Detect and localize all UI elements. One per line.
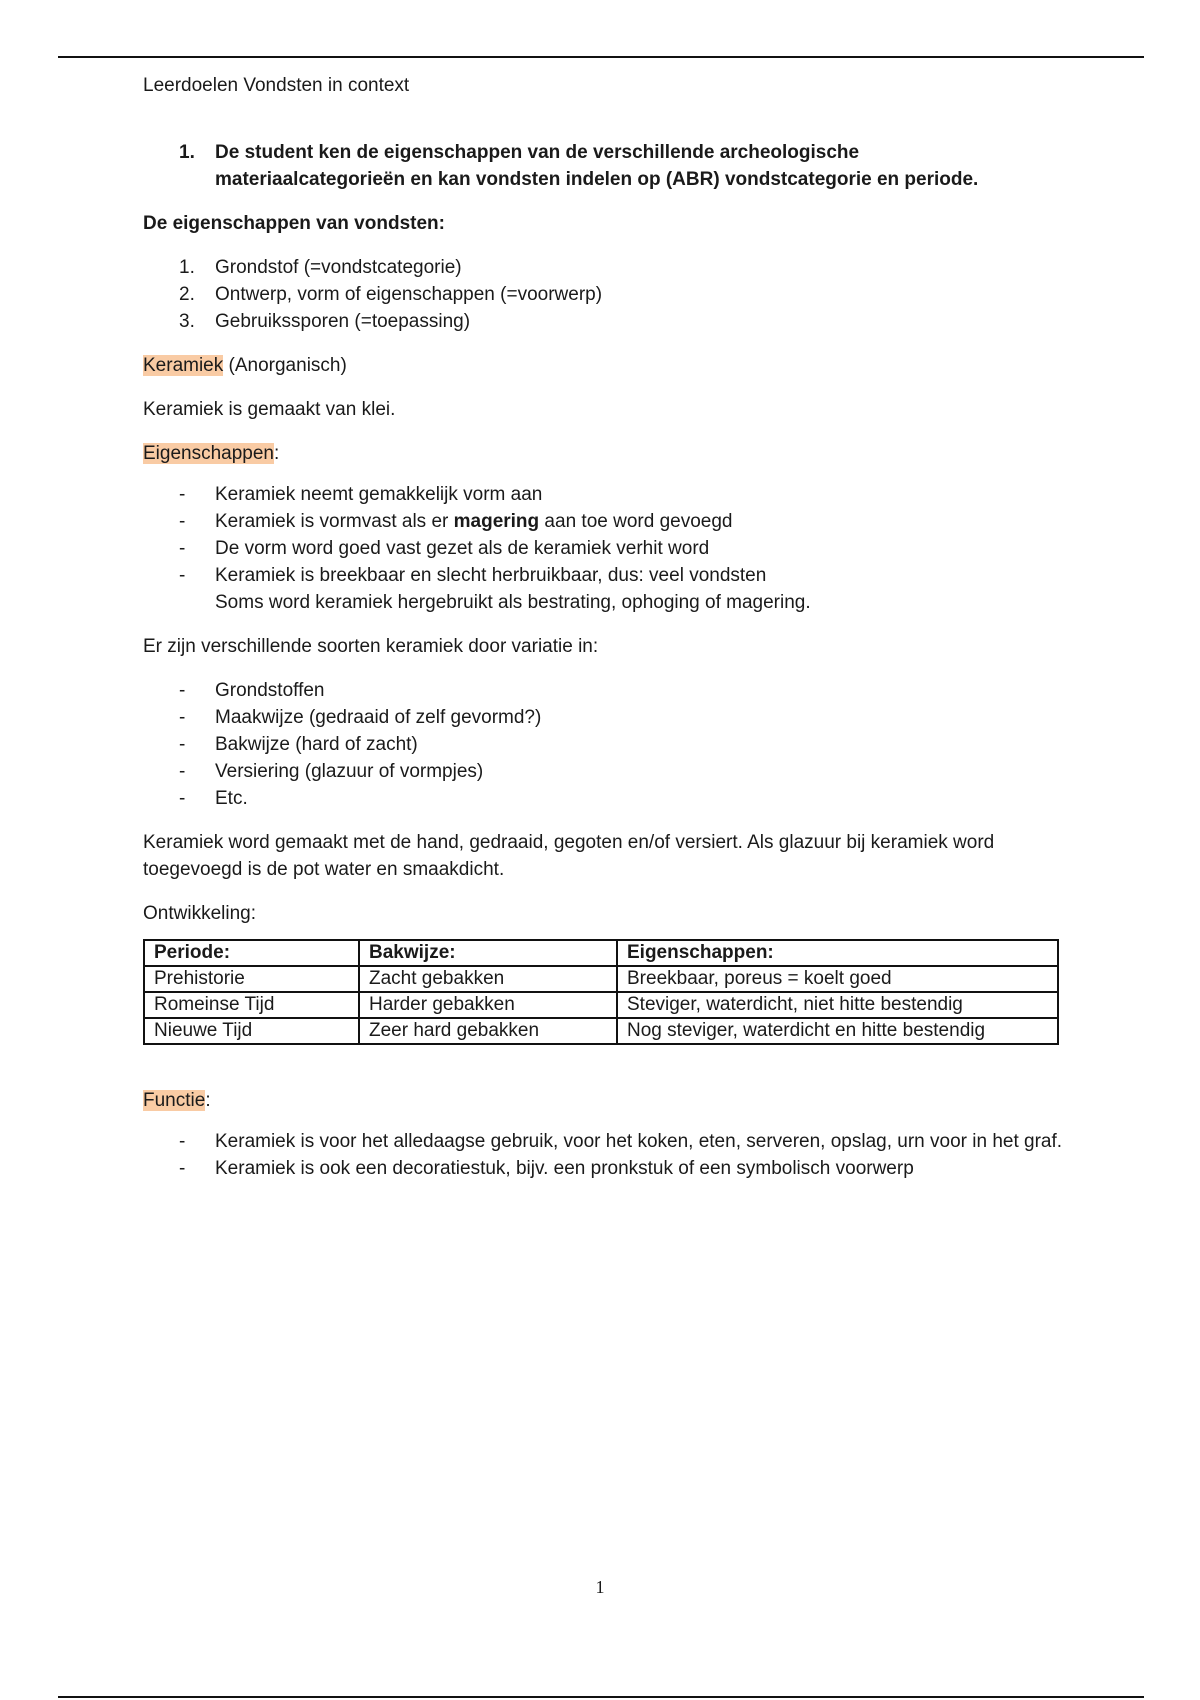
dash-bullet: - xyxy=(179,761,186,782)
learning-goal-list xyxy=(143,139,1063,193)
text-segment: aan toe word gevoegd xyxy=(539,511,733,532)
list-item xyxy=(143,254,1063,281)
table-cell: Prehistorie xyxy=(144,966,359,992)
properties-label-line xyxy=(143,440,1063,467)
list-item xyxy=(143,481,1063,508)
goal-number: 1. xyxy=(179,142,195,163)
list-item xyxy=(143,704,1063,731)
dash-bullet: - xyxy=(179,680,186,701)
list-item xyxy=(143,308,1063,335)
list-text xyxy=(215,508,1063,535)
list-text: Keramiek is ook een decoratiestuk, bijv. een pronkstuk of een symbolisch voorwerp xyxy=(215,1158,914,1179)
list-item xyxy=(143,677,1063,704)
list-text: Gebruikssporen (=toepassing) xyxy=(215,311,471,332)
list-text: Grondstof (=vondstcategorie) xyxy=(215,257,462,278)
table-row xyxy=(144,992,1058,1018)
table-cell: Breekbaar, poreus = koelt goed xyxy=(617,966,1058,992)
bold-term: magering xyxy=(453,511,540,532)
list-number: 2. xyxy=(179,284,195,305)
ceramics-title-suffix: (Anorganisch) xyxy=(223,355,347,376)
dash-bullet: - xyxy=(179,707,186,728)
bottom-rule xyxy=(58,1696,1144,1698)
list-text: Bakwijze (hard of zacht) xyxy=(215,734,418,755)
text-line: Soms word keramiek hergebruikt als bestrating, ophoging of magering. xyxy=(215,592,811,613)
list-text: Keramiek neemt gemakkelijk vorm aan xyxy=(215,484,543,505)
dash-bullet: - xyxy=(179,538,186,559)
list-text: Versiering (glazuur of vormpjes) xyxy=(215,761,484,782)
text-line: Keramiek is breekbaar en slecht herbruikbaar, dus: veel vondsten xyxy=(215,565,767,586)
dash-bullet: - xyxy=(179,565,186,586)
development-table xyxy=(143,939,1059,1045)
list-number: 1. xyxy=(179,257,195,278)
table-header-row xyxy=(144,940,1058,966)
goal-text-line-1: De student ken de eigenschappen van de verschillende archeologische xyxy=(215,142,860,163)
table-row xyxy=(144,966,1058,992)
list-item xyxy=(143,758,1063,785)
top-rule xyxy=(58,56,1144,58)
making-paragraph: Keramiek word gemaakt met de hand, gedraaid, gegoten en/of versiert. Als glazuur bij keramiek word toegevoegd is de pot water en smaakdicht. xyxy=(143,832,995,880)
ceramics-intro: Keramiek is gemaakt van klei. xyxy=(143,399,396,420)
label-colon: : xyxy=(205,1090,211,1111)
goal-text-line-2: materiaalcategorieën en kan vondsten indelen op (ABR) vondstcategorie en periode. xyxy=(215,169,979,190)
page-number: 1 xyxy=(595,1577,605,1597)
table-header: Eigenschappen: xyxy=(617,940,1058,966)
list-item xyxy=(143,1155,1063,1182)
page-header: Leerdoelen Vondsten in context xyxy=(143,75,410,96)
list-item xyxy=(143,1128,1063,1155)
dash-bullet: - xyxy=(179,484,186,505)
development-label: Ontwikkeling: xyxy=(143,903,256,924)
list-text: Ontwerp, vorm of eigenschappen (=voorwerp) xyxy=(215,284,603,305)
table-row xyxy=(144,1018,1058,1044)
list-text: Etc. xyxy=(215,788,248,809)
list-text: De vorm word goed vast gezet als de keramiek verhit word xyxy=(215,538,710,559)
table-cell: Steviger, waterdicht, niet hitte bestendig xyxy=(617,992,1058,1018)
dash-bullet: - xyxy=(179,1131,186,1152)
list-text: Keramiek is voor het alledaagse gebruik, voor het koken, eten, serveren, opslag, urn voor in het graf. xyxy=(215,1131,1063,1152)
label-colon: : xyxy=(274,443,280,464)
function-label: Functie xyxy=(143,1090,206,1111)
list-item xyxy=(143,731,1063,758)
text-segment: Keramiek is vormvast als er xyxy=(215,511,454,532)
table-cell: Nieuwe Tijd xyxy=(144,1018,359,1044)
list-item xyxy=(143,785,1063,812)
document-body xyxy=(143,72,1063,1182)
dash-bullet: - xyxy=(179,788,186,809)
table-cell: Romeinse Tijd xyxy=(144,992,359,1018)
list-item xyxy=(143,535,1063,562)
properties-list xyxy=(143,254,1063,335)
list-number: 3. xyxy=(179,311,195,332)
list-item xyxy=(143,562,1063,616)
table-header: Periode: xyxy=(144,940,359,966)
table-cell: Zacht gebakken xyxy=(359,966,617,992)
table-cell: Nog steviger, waterdicht en hitte bestendig xyxy=(617,1018,1058,1044)
dash-bullet: - xyxy=(179,1158,186,1179)
list-item xyxy=(143,281,1063,308)
table-cell: Harder gebakken xyxy=(359,992,617,1018)
variation-list xyxy=(143,677,1063,812)
learning-goal xyxy=(143,139,1063,193)
list-text: Maakwijze (gedraaid of zelf gevormd?) xyxy=(215,707,542,728)
ceramics-title-line xyxy=(143,352,1063,379)
table-cell: Zeer hard gebakken xyxy=(359,1018,617,1044)
table-header: Bakwijze: xyxy=(359,940,617,966)
function-label-line xyxy=(143,1087,1063,1114)
dash-bullet: - xyxy=(179,734,186,755)
variation-intro: Er zijn verschillende soorten keramiek door variatie in: xyxy=(143,636,599,657)
dash-bullet: - xyxy=(179,511,186,532)
list-text: Grondstoffen xyxy=(215,680,325,701)
properties-label: Eigenschappen xyxy=(143,443,274,464)
list-text xyxy=(215,562,1063,616)
function-list xyxy=(143,1128,1063,1182)
properties-heading: De eigenschappen van vondsten: xyxy=(143,213,445,234)
ceramics-properties-list xyxy=(143,481,1063,616)
ceramics-title: Keramiek xyxy=(143,355,224,376)
list-item xyxy=(143,508,1063,535)
